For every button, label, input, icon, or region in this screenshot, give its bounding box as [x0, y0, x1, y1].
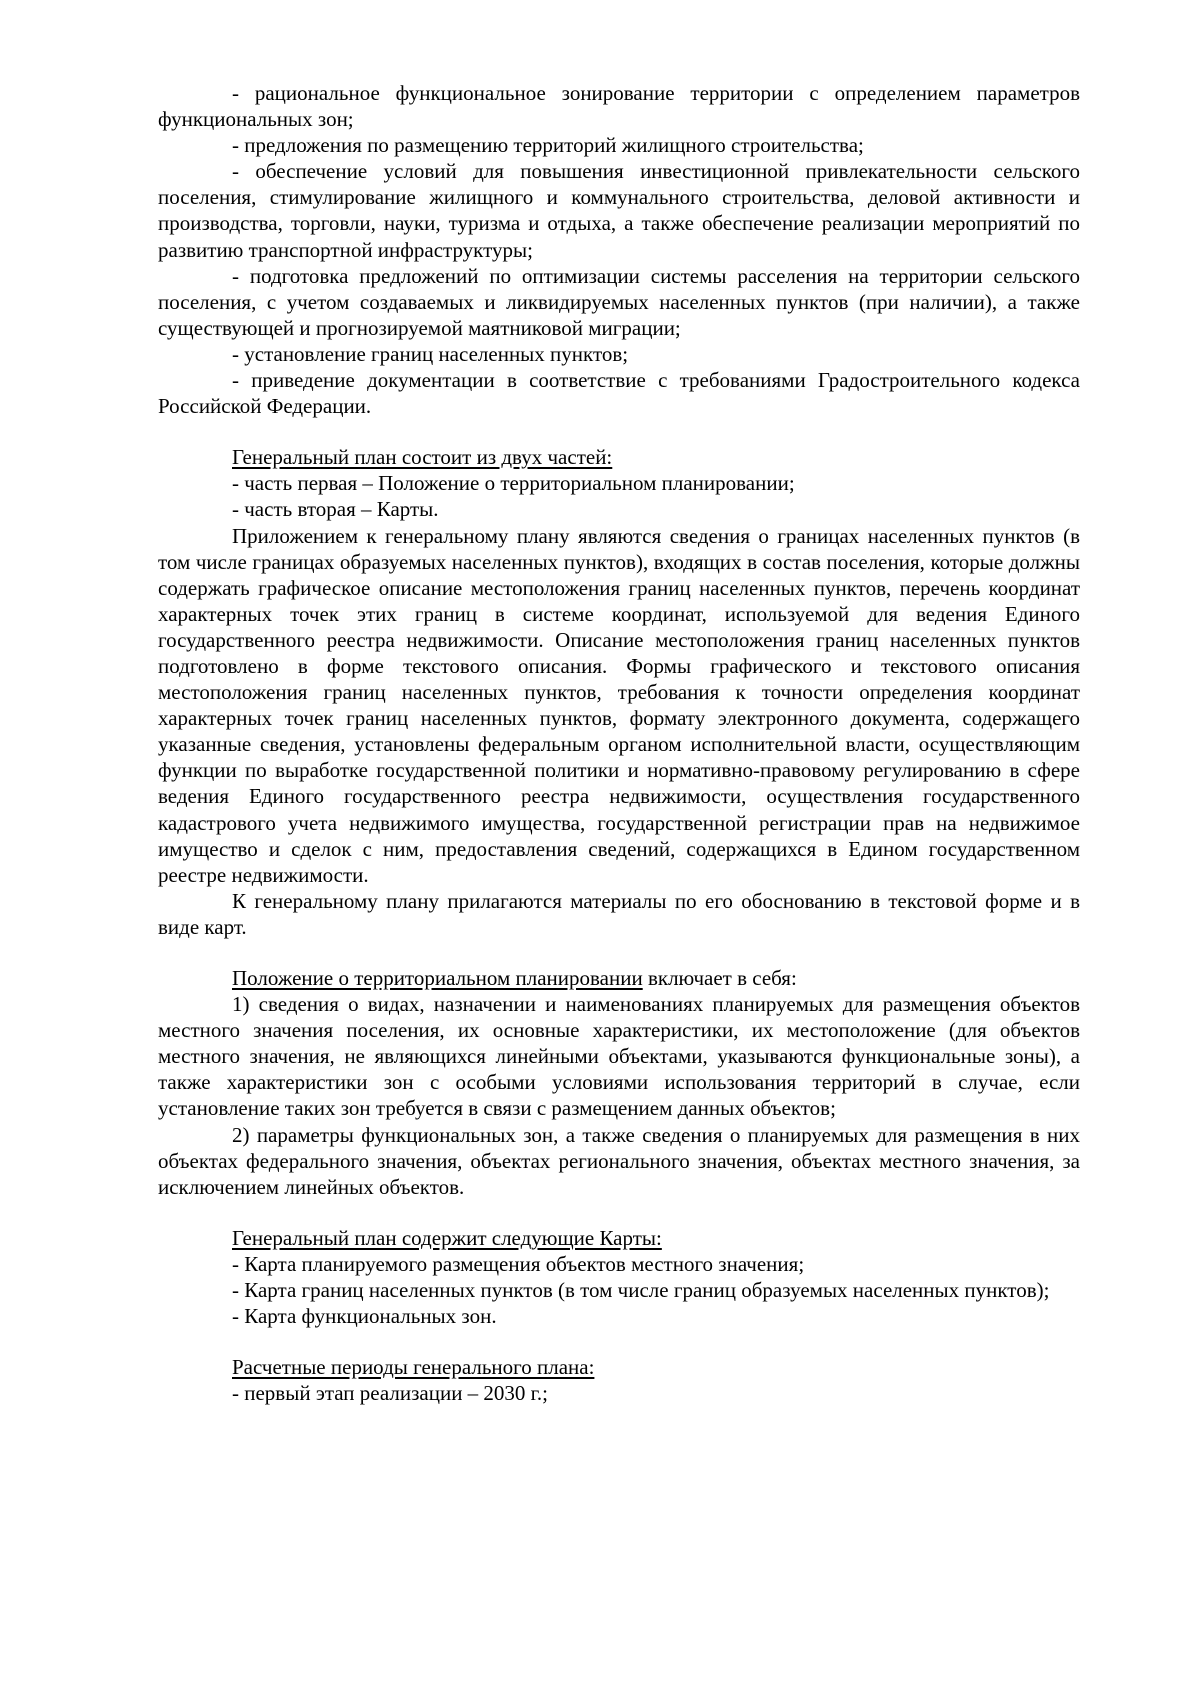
list-item-map-2: - Карта границ населенных пунктов (в том числе границ образуемых населенных пунктов);	[232, 1278, 1050, 1303]
heading-plan-parts	[158, 444, 1080, 470]
list-item-part-one: - часть первая – Положение о территориальном планировании;	[232, 471, 795, 496]
spacer	[158, 940, 1080, 965]
paragraph-appendix: Приложением к генеральному плану являются сведения о границах населенных пунктов (в том числе границах образуемых населенных пунктов), входящих в состав поселения, которые должны содержать графическое описание местоположения границ населенных пунктов, перечень координат характерных точек этих границ в системе координат, используемой для ведения Единого государственного реестра недвижимости. Описание местоположения границ населенных пунктов подготовлено в форме текстового описания. Формы графического и текстового описания местоположения границ населенных пунктов, требования к точности определения координат характерных точек границ населенных пунктов, формату электронного документа, содержащего указанные сведения, установлены федеральным органом исполнительной власти, осуществляющим функции по выработке государственной политики и нормативно-правовому регулированию в сфере ведения Единого государственного реестра недвижимости, осуществления государственного кадастрового учета недвижимого имущества, государственной регистрации прав на недвижимое имущество и сделок с ним, предоставления сведений, содержащихся в Едином государственном реестре недвижимости.	[158, 523, 1080, 887]
paragraph-compliance: - приведение документации в соответствие с требованиями Градостроительного кодекса Российской Федерации.	[158, 368, 1080, 419]
list-item-period-1: - первый этап реализации – 2030 г.;	[232, 1381, 549, 1406]
heading-provision	[158, 965, 1080, 991]
heading-periods	[158, 1354, 1080, 1380]
heading-maps-text: Генеральный план содержит следующие Карты:	[232, 1225, 662, 1250]
list-item-provision-2: 2) параметры функциональных зон, а также сведения о планируемых для размещения в них объектах федерального значения, объектах регионального значения, объектах местного значения, за исключением линейных объектов.	[158, 1122, 1080, 1199]
spacer	[158, 1200, 1080, 1225]
spacer	[158, 1329, 1080, 1354]
heading-maps	[158, 1225, 1080, 1251]
heading-periods-text: Расчетные периоды генерального плана:	[232, 1355, 595, 1380]
paragraph-materials: К генеральному плану прилагаются материалы по его обоснованию в текстовой форме и в виде карт.	[158, 888, 1080, 939]
list-item-part-two: - часть вторая – Карты.	[232, 497, 439, 522]
heading-provision-rest: включает в себя:	[642, 966, 797, 990]
list-item-provision-1: 1) сведения о видах, назначении и наименованиях планируемых для размещения объектов местного значения поселения, их основные характеристики, их местоположение (для объектов местного значения, не являющихся линейными объектами, указываются функциональные зоны), а также характеристики зон с особыми условиями использования территорий в случае, если установление таких зон требуется в связи с размещением данных объектов;	[158, 992, 1080, 1121]
spacer	[158, 419, 1080, 444]
document-page	[158, 80, 1080, 1406]
paragraph-settlement-system: - подготовка предложений по оптимизации системы расселения на территории сельского поселения, с учетом создаваемых и ликвидируемых населенных пунктов (при наличии), а также существующей и прогнозируемой маятниковой миграции;	[158, 263, 1080, 340]
list-item-map-1: - Карта планируемого размещения объектов местного значения;	[232, 1251, 805, 1276]
heading-provision-underlined: Положение о территориальном планировании	[232, 966, 643, 990]
heading-plan-parts-text: Генеральный план состоит из двух частей:	[232, 445, 613, 470]
list-item-map-3: - Карта функциональных зон.	[232, 1304, 497, 1329]
paragraph-boundaries: - установление границ населенных пунктов;	[232, 341, 629, 366]
paragraph-housing: - предложения по размещению территорий жилищного строительства;	[232, 133, 864, 158]
paragraph-investment: - обеспечение условий для повышения инвестиционной привлекательности сельского поселения, стимулирование жилищного и коммунального строительства, деловой активности и производства, торговли, науки, туризма и отдыха, а также обеспечение реализации мероприятий по развитию транспортной инфраструктуры;	[158, 159, 1080, 262]
paragraph-zoning: - рациональное функциональное зонирование территории с определением параметров функциональных зон;	[158, 81, 1080, 132]
